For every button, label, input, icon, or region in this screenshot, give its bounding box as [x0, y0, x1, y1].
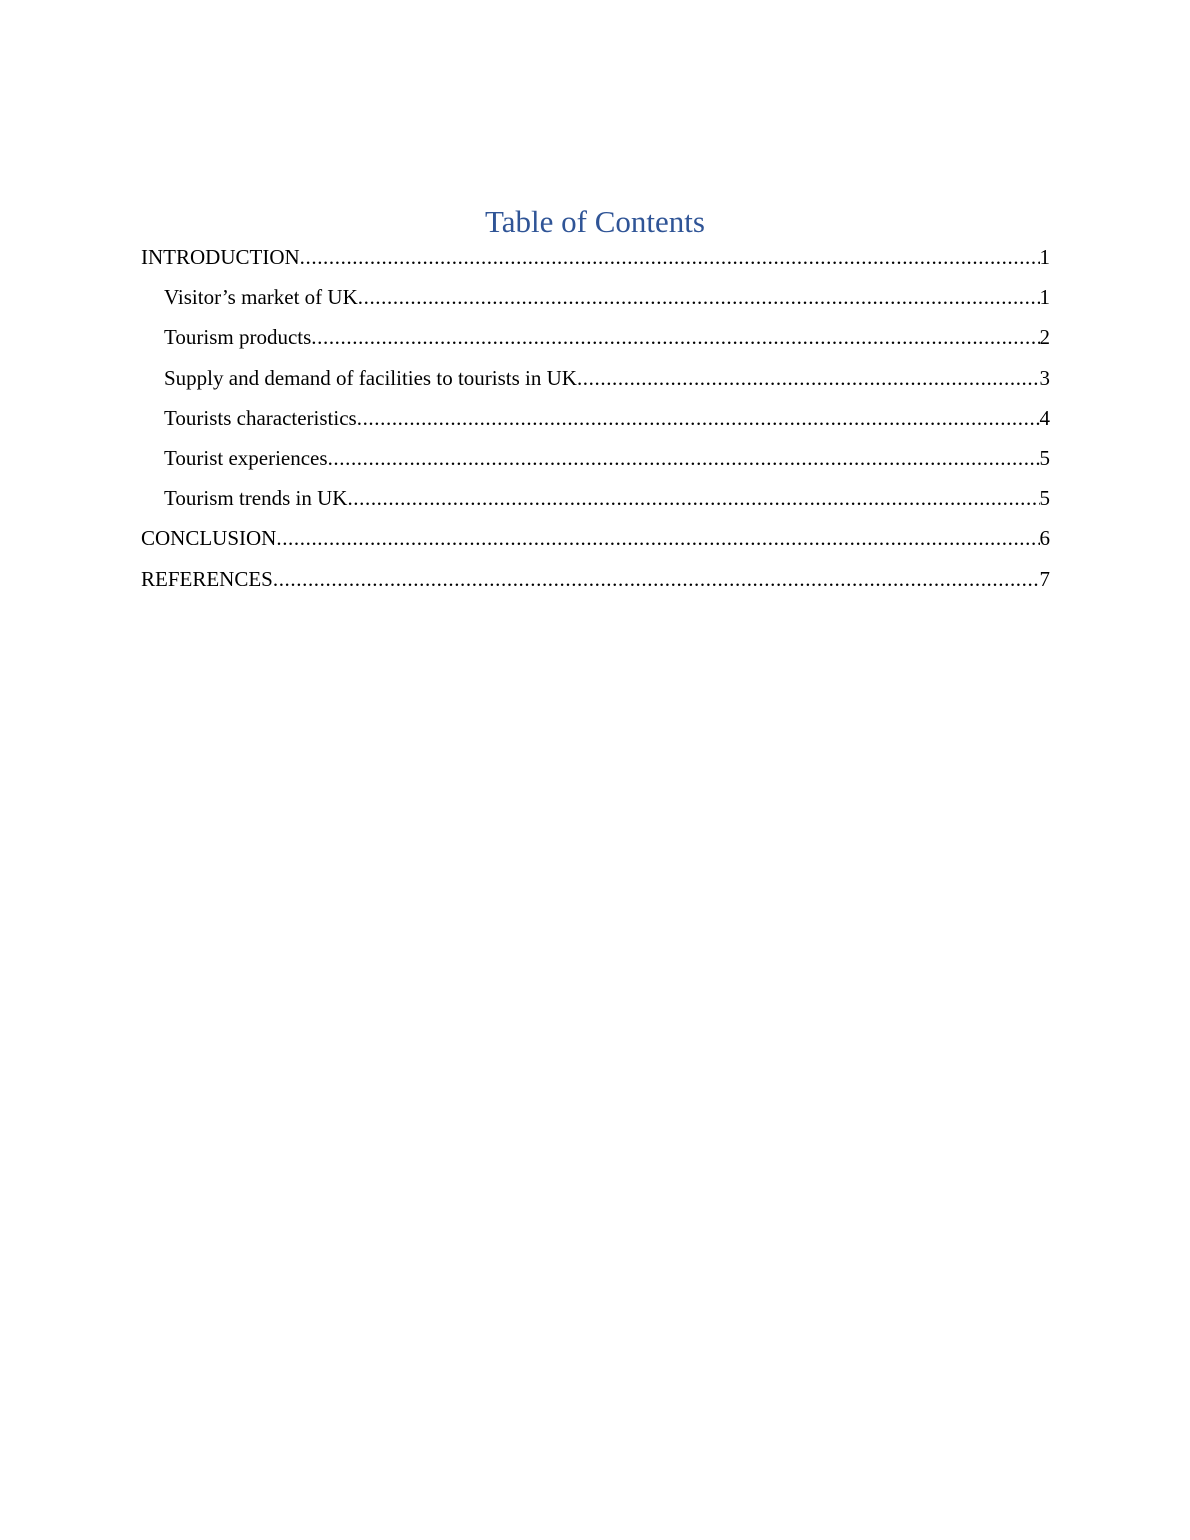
- toc-entry-label: Tourist experiences: [164, 445, 328, 470]
- dot-leader: [577, 361, 1040, 395]
- dot-leader: [311, 320, 1039, 354]
- dot-leader: [300, 240, 1040, 274]
- toc-entry-page: 2: [1039, 325, 1050, 350]
- toc-entry-label: Supply and demand of facilities to tourists in UK: [164, 365, 577, 390]
- toc-entry-tourist-experiences[interactable]: [141, 441, 1050, 481]
- toc-entry-label: Tourism trends in UK: [164, 486, 348, 511]
- toc-title: Table of Contents: [485, 204, 705, 239]
- toc-entry-tourists-characteristics[interactable]: [141, 401, 1050, 441]
- toc-entry-label: Visitor’s market of UK: [164, 285, 358, 310]
- toc-entry-label: INTRODUCTION: [141, 245, 300, 269]
- toc-entry-label: Tourists characteristics: [164, 405, 357, 430]
- toc-entry-label: CONCLUSION: [141, 526, 277, 551]
- toc-entry-page: 5: [1039, 445, 1050, 470]
- toc-entry-supply-and-demand[interactable]: [141, 361, 1050, 401]
- dot-leader: [276, 521, 1039, 555]
- toc-entry-page: 6: [1039, 526, 1050, 551]
- toc-entry-introduction[interactable]: [141, 240, 1050, 280]
- dot-leader: [357, 401, 1040, 435]
- toc-entry-page: 3: [1039, 365, 1050, 390]
- toc-entry-page: 7: [1039, 566, 1050, 591]
- toc-entry-page: 4: [1039, 405, 1050, 430]
- toc-entry-page: 1: [1039, 245, 1050, 269]
- toc-entry-tourism-products[interactable]: [141, 320, 1050, 360]
- toc-entry-references[interactable]: [141, 562, 1050, 602]
- toc-entry-label: Tourism products: [164, 325, 312, 350]
- toc-entry-visitors-market[interactable]: [141, 280, 1050, 320]
- dot-leader: [358, 280, 1040, 314]
- dot-leader: [328, 441, 1040, 475]
- toc-entry-label: REFERENCES: [141, 566, 273, 591]
- dot-leader: [347, 481, 1039, 515]
- dot-leader: [273, 562, 1040, 596]
- toc-entry-page: 5: [1039, 486, 1050, 511]
- toc-entry-conclusion[interactable]: [141, 521, 1050, 561]
- toc-entry-page: 1: [1039, 285, 1050, 310]
- toc-list: [141, 240, 1050, 602]
- toc-entry-tourism-trends[interactable]: [141, 481, 1050, 521]
